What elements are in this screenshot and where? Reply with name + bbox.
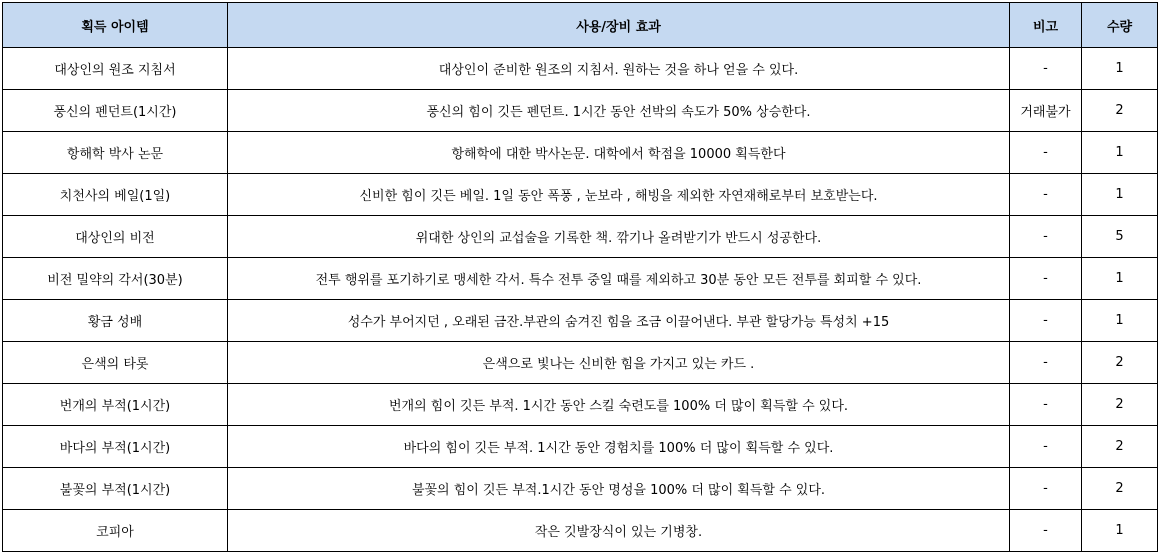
note-cell: 거래불가 <box>1010 90 1082 132</box>
header-row <box>3 3 1158 48</box>
note-cell: - <box>1010 258 1082 300</box>
effect-cell: 은색으로 빛나는 신비한 힘을 가지고 있는 카드 . <box>228 342 1010 384</box>
effect-cell: 위대한 상인의 교섭술을 기록한 책. 깎기나 올려받기가 반드시 성공한다. <box>228 216 1010 258</box>
quantity-cell: 1 <box>1082 132 1158 174</box>
quantity-cell: 1 <box>1082 48 1158 90</box>
quantity-cell: 2 <box>1082 342 1158 384</box>
effect-cell: 풍신의 힘이 깃든 펜던트. 1시간 동안 선박의 속도가 50% 상승한다. <box>228 90 1010 132</box>
item-name-cell: 바다의 부적(1시간) <box>3 426 228 468</box>
note-cell: - <box>1010 510 1082 552</box>
quantity-cell: 1 <box>1082 510 1158 552</box>
note-cell: - <box>1010 216 1082 258</box>
effect-cell: 번개의 힘이 깃든 부적. 1시간 동안 스킬 숙련도를 100% 더 많이 획득할 수 있다. <box>228 384 1010 426</box>
effect-cell: 불꽃의 힘이 깃든 부적.1시간 동안 명성을 100% 더 많이 획득할 수 있다. <box>228 468 1010 510</box>
quantity-cell: 1 <box>1082 258 1158 300</box>
table-row <box>3 468 1158 510</box>
effect-cell: 작은 깃발장식이 있는 기병창. <box>228 510 1010 552</box>
quantity-cell: 2 <box>1082 426 1158 468</box>
table-row <box>3 300 1158 342</box>
note-cell: - <box>1010 132 1082 174</box>
note-cell: - <box>1010 174 1082 216</box>
table-row <box>3 384 1158 426</box>
quantity-cell: 2 <box>1082 384 1158 426</box>
table-row <box>3 48 1158 90</box>
table-row <box>3 426 1158 468</box>
quantity-cell: 1 <box>1082 174 1158 216</box>
item-name-cell: 대상인의 원조 지침서 <box>3 48 228 90</box>
item-name-cell: 풍신의 펜던트(1시간) <box>3 90 228 132</box>
item-name-cell: 치천사의 베일(1일) <box>3 174 228 216</box>
quantity-cell: 2 <box>1082 468 1158 510</box>
header-note: 비고 <box>1010 3 1082 48</box>
note-cell: - <box>1010 468 1082 510</box>
effect-cell: 전투 행위를 포기하기로 맹세한 각서. 특수 전투 중일 때를 제외하고 30분 동안 모든 전투를 회피할 수 있다. <box>228 258 1010 300</box>
table-row <box>3 174 1158 216</box>
item-name-cell: 항해학 박사 논문 <box>3 132 228 174</box>
table-row <box>3 90 1158 132</box>
table-row <box>3 132 1158 174</box>
item-name-cell: 불꽃의 부적(1시간) <box>3 468 228 510</box>
table-row <box>3 258 1158 300</box>
header-quantity: 수량 <box>1082 3 1158 48</box>
table-row <box>3 510 1158 552</box>
effect-cell: 신비한 힘이 깃든 베일. 1일 동안 폭풍 , 눈보라 , 해빙을 제외한 자연재해로부터 보호받는다. <box>228 174 1010 216</box>
note-cell: - <box>1010 384 1082 426</box>
item-name-cell: 대상인의 비전 <box>3 216 228 258</box>
item-name-cell: 황금 성배 <box>3 300 228 342</box>
effect-cell: 대상인이 준비한 원조의 지침서. 원하는 것을 하나 얻을 수 있다. <box>228 48 1010 90</box>
effect-cell: 성수가 부어지던 , 오래된 금잔.부관의 숨겨진 힘을 조금 이끌어낸다. 부관 할당가능 특성치 +15 <box>228 300 1010 342</box>
quantity-cell: 5 <box>1082 216 1158 258</box>
item-name-cell: 은색의 타롯 <box>3 342 228 384</box>
quantity-cell: 1 <box>1082 300 1158 342</box>
effect-cell: 바다의 힘이 깃든 부적. 1시간 동안 경험치를 100% 더 많이 획득할 수 있다. <box>228 426 1010 468</box>
note-cell: - <box>1010 300 1082 342</box>
table-row <box>3 216 1158 258</box>
item-name-cell: 번개의 부적(1시간) <box>3 384 228 426</box>
note-cell: - <box>1010 48 1082 90</box>
item-name-cell: 비전 밀약의 각서(30분) <box>3 258 228 300</box>
items-table <box>2 2 1158 552</box>
item-name-cell: 코피아 <box>3 510 228 552</box>
table-row <box>3 342 1158 384</box>
quantity-cell: 2 <box>1082 90 1158 132</box>
header-effect: 사용/장비 효과 <box>228 3 1010 48</box>
note-cell: - <box>1010 426 1082 468</box>
effect-cell: 항해학에 대한 박사논문. 대학에서 학점을 10000 획득한다 <box>228 132 1010 174</box>
note-cell: - <box>1010 342 1082 384</box>
header-item: 획득 아이템 <box>3 3 228 48</box>
